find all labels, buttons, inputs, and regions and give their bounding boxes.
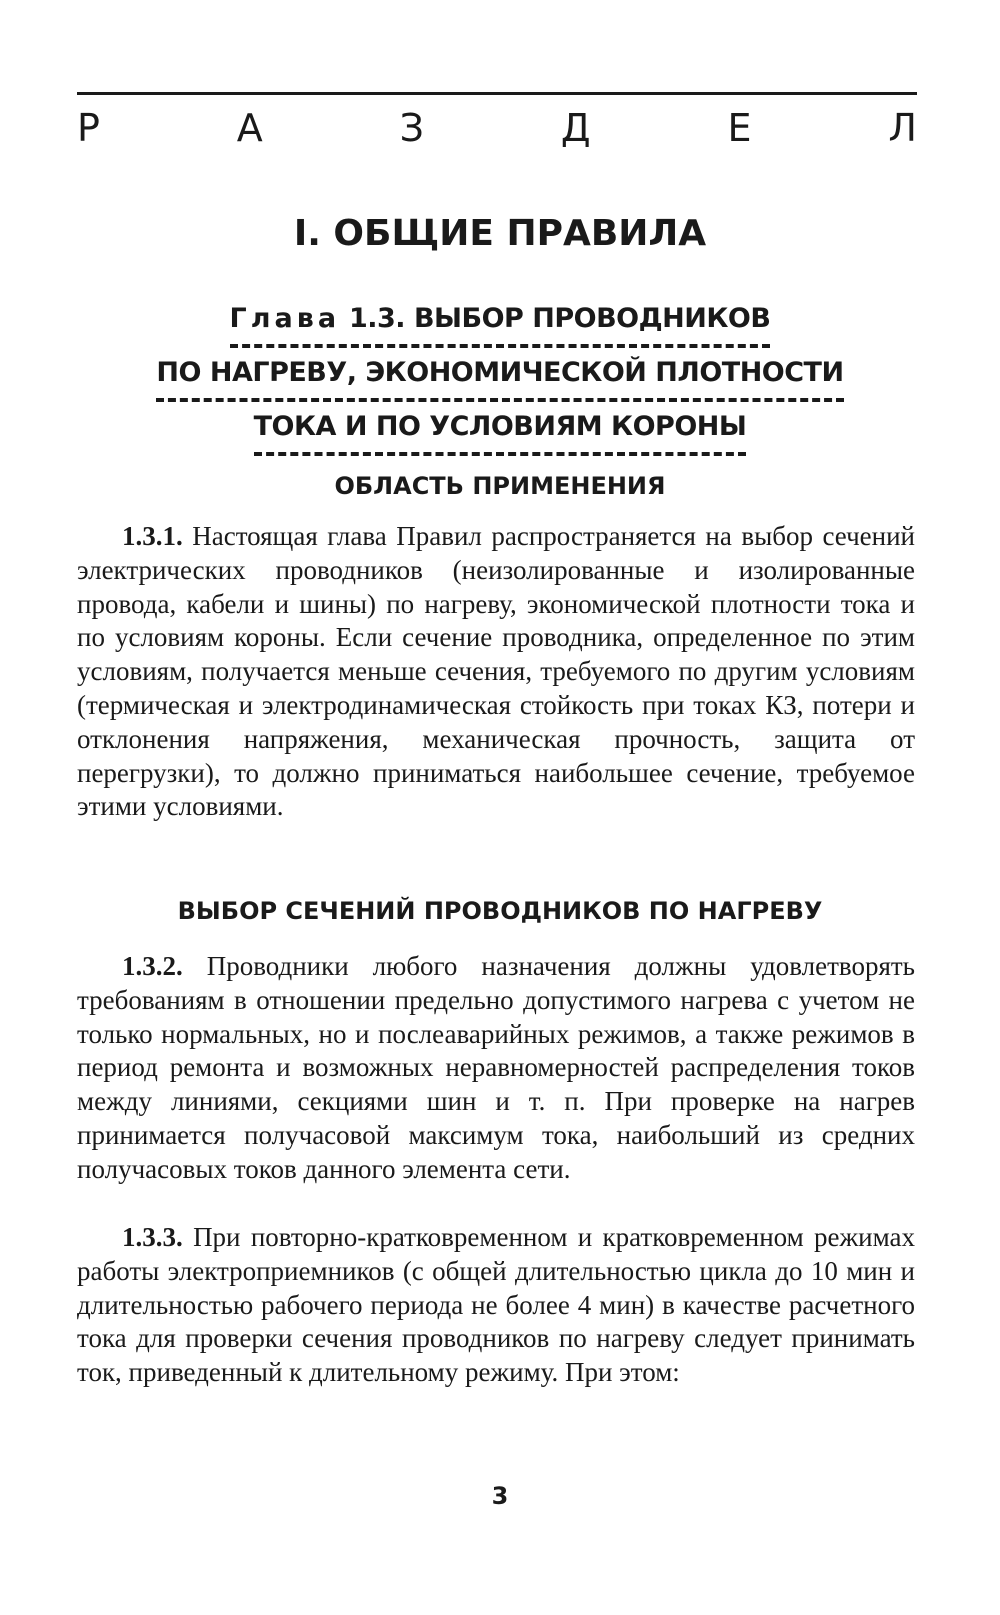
chapter-number-title: 1.3. ВЫБОР ПРОВОДНИКОВ bbox=[348, 303, 771, 334]
chapter-title-line-2: ПО НАГРЕВУ, ЭКОНОМИЧЕСКОЙ ПЛОТНОСТИ bbox=[156, 356, 843, 402]
chapter-title-line-3: ТОКА И ПО УСЛОВИЯМ КОРОНЫ bbox=[254, 410, 747, 456]
section-heading-scope: ОБЛАСТЬ ПРИМЕНЕНИЯ bbox=[334, 472, 666, 500]
chapter-title-line-1 bbox=[230, 302, 771, 348]
paragraph-text: Проводники любого назначения должны удовлетворять требованиям в отношении предельно допустимого нагрева с учетом не только нормальных, но и послеаварийных режимов, а также режимов в период ремонта и возможных неравномерностей распределения токов между линиями, секциями шин и т. п. При проверке на нагрев принимается получасовой максимум тока, наибольший из средних получасовых токов данного элемента сети. bbox=[77, 951, 915, 1184]
section-heading-heating: ВЫБОР СЕЧЕНИЙ ПРОВОДНИКОВ ПО НАГРЕВУ bbox=[177, 897, 823, 925]
part-title: I. ОБЩИЕ ПРАВИЛА bbox=[293, 213, 707, 254]
paragraph-1-3-1 bbox=[77, 520, 915, 824]
paragraph-1-3-2 bbox=[77, 950, 915, 1187]
section-label-razdel bbox=[77, 106, 917, 150]
paragraph-number: 1.3.1. bbox=[122, 521, 183, 551]
razdel-letter: А bbox=[236, 106, 263, 150]
header-rule bbox=[77, 92, 917, 95]
chapter-glava-label: Глава bbox=[229, 303, 341, 334]
paragraph-text: Настоящая глава Правил распространяется на выбор сечений электрических проводников (неизолированные и изолированные провода, кабели и шины) по нагреву, экономической плотности тока и по условиям короны. Если сечение проводника, определенное по этим условиям, получается меньше сечения, требуемого по другим условиям (термическая и электродинамическая стойкость при токах КЗ, потери и отклонения напряжения, механическая прочность, защита от перегрузки), то должно приниматься наибольшее сечение, требуемое этими условиями. bbox=[77, 521, 915, 822]
paragraph-text: При повторно-кратковременном и кратковременном режимах работы электроприемников (с общей длительностью цикла до 10 мин и длительностью рабочего периода не более 4 мин) в качестве расчетного тока для проверки сечения проводников по нагреву следует принимать ток, приведенный к длительному режиму. При этом: bbox=[77, 1222, 915, 1388]
chapter-title bbox=[0, 302, 1000, 464]
paragraph-1-3-3 bbox=[77, 1221, 915, 1390]
razdel-letter: Д bbox=[560, 106, 591, 150]
paragraph-number: 1.3.3. bbox=[122, 1222, 183, 1252]
page-number: 3 bbox=[491, 1482, 509, 1510]
razdel-letter: Л bbox=[888, 106, 917, 150]
razdel-letter: З bbox=[399, 106, 425, 150]
razdel-letter: Е bbox=[727, 106, 752, 150]
razdel-letter: Р bbox=[77, 106, 100, 150]
paragraph-number: 1.3.2. bbox=[122, 951, 183, 981]
